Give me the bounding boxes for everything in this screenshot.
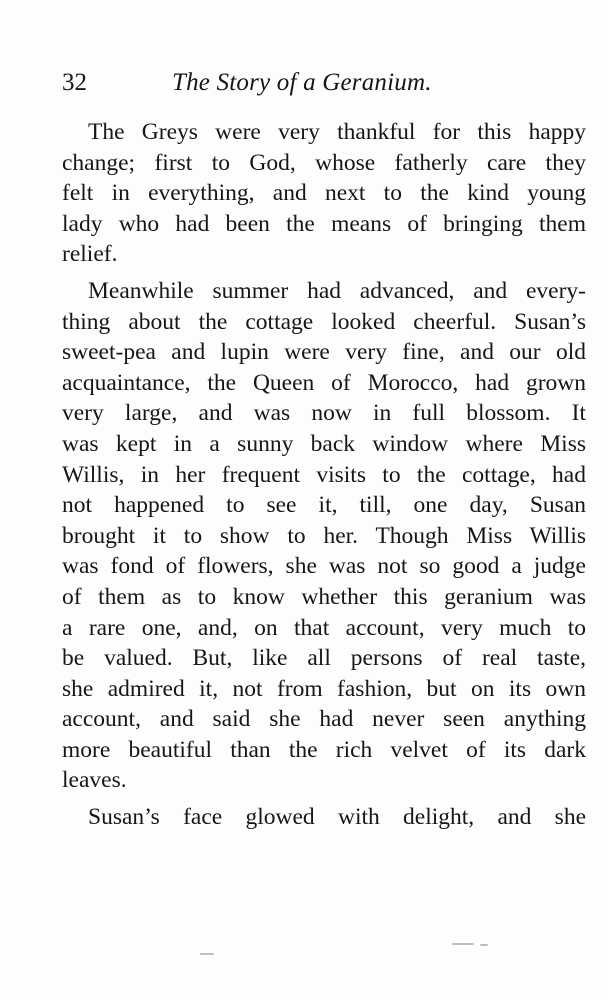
- text-line: acquaintance, the Queen of Morocco, had grown: [62, 369, 586, 396]
- text-line: more beautiful than the rich velvet of its dark: [62, 736, 586, 763]
- text-line: The Greys were very thankful for this happy: [88, 119, 586, 145]
- body-text: [62, 117, 586, 833]
- text-line: change; first to God, whose fatherly care they: [62, 149, 586, 176]
- text-line: be valued. But, like all persons of real taste,: [62, 645, 586, 672]
- text-line: Meanwhile summer had advanced, and every-: [88, 277, 586, 304]
- text-line: was fond of flowers, she was not so good a judge: [62, 553, 586, 580]
- text-line: lady who had been the means of bringing them: [62, 210, 586, 237]
- text-line: brought it to show to her. Though Miss Willis: [62, 522, 586, 549]
- text-line: very large, and was now in full blossom. It: [62, 400, 586, 427]
- text-line: not happened to see it, till, one day, Susan: [62, 492, 586, 519]
- print-speck: [480, 944, 488, 946]
- text-line: of them as to know whether this geranium was: [62, 583, 586, 610]
- print-speck: [200, 953, 214, 955]
- text-line: was kept in a sunny back window where Miss: [62, 430, 586, 457]
- running-head: [62, 68, 582, 100]
- text-line: sweet-pea and lupin were very fine, and our old: [62, 339, 586, 366]
- text-line: Susan’s face glowed with delight, and she: [88, 804, 586, 831]
- text-line: a rare one, and, on that account, very much to: [62, 614, 586, 641]
- text-line: Willis, in her frequent visits to the cottage, had: [62, 461, 586, 488]
- print-speck: [452, 943, 474, 945]
- text-line: felt in everything, and next to the kind young: [62, 180, 586, 207]
- page-number: 32: [62, 69, 87, 96]
- text-line: thing about the cottage looked cheerful. Susan’s: [62, 308, 586, 335]
- running-title: The Story of a Geranium.: [172, 69, 432, 96]
- text-line: relief.: [62, 241, 118, 268]
- text-line: she admired it, not from fashion, but on its own: [62, 675, 586, 702]
- text-line: account, and said she had never seen anything: [62, 706, 586, 733]
- text-line: leaves.: [62, 767, 127, 794]
